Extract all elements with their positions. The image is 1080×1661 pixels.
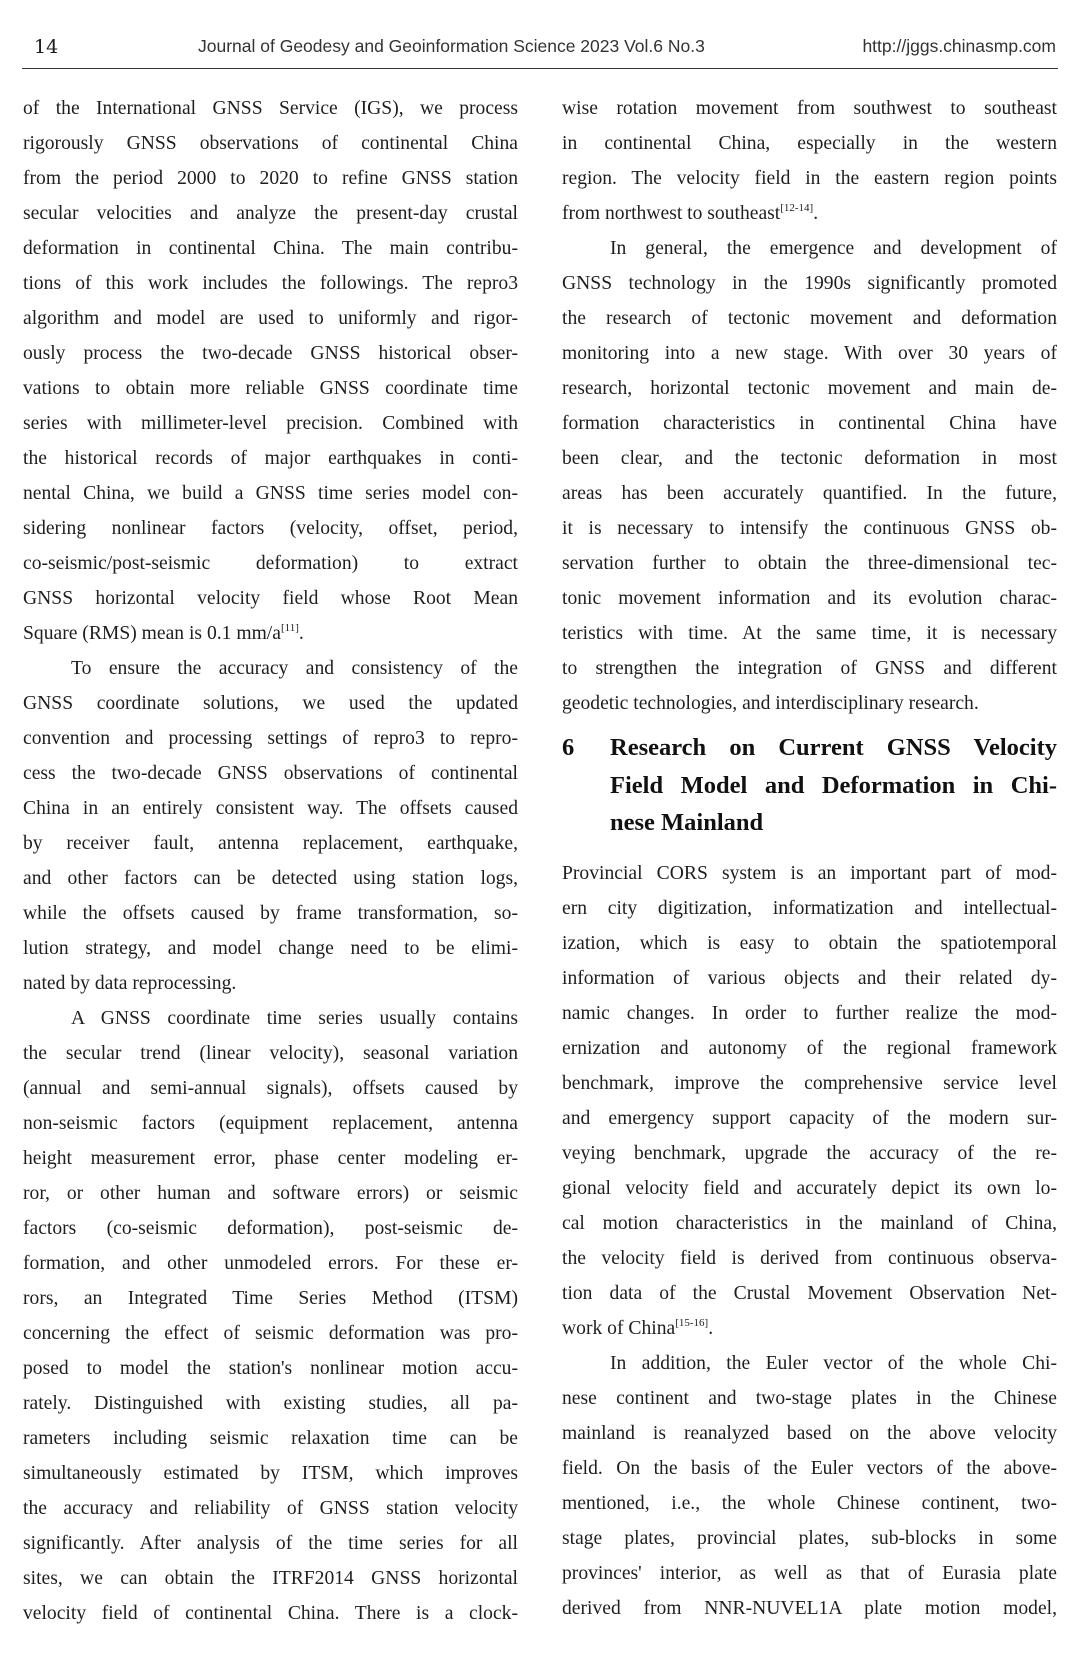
- paragraph: [23, 651, 518, 1001]
- text-line: lution strategy, and model change need to be elimi-: [23, 938, 518, 959]
- text-line: posed to model the station's nonlinear motion accu-: [23, 1358, 518, 1379]
- text-line: To ensure the accuracy and consistency of the: [71, 658, 518, 679]
- text-line: research, horizontal tectonic movement and main de-: [562, 378, 1057, 399]
- text-line: nese continent and two-stage plates in the Chinese: [562, 1387, 1057, 1409]
- text-line: tions of this work includes the followings. The repro3: [23, 273, 518, 294]
- text-line: benchmark, improve the comprehensive service level: [562, 1072, 1057, 1094]
- text-line: and other factors can be detected using station logs,: [23, 868, 518, 889]
- text-line: China in an entirely consistent way. The offsets caused: [23, 798, 518, 819]
- paragraph: [23, 91, 518, 651]
- text-line: ern city digitization, informatization and intellectual-: [562, 897, 1057, 919]
- text-line: In addition, the Euler vector of the whole Chi-: [610, 1352, 1057, 1374]
- text-line: work of China[15-16].: [562, 1316, 714, 1339]
- section-title-line: Field Model and Deformation in Chi-: [610, 771, 1057, 799]
- text-line: rameters including seismic relaxation time can be: [23, 1428, 518, 1449]
- text-line: tonic movement information and its evolution charac-: [562, 588, 1057, 609]
- text-line: the velocity field is derived from continuous observa-: [562, 1247, 1057, 1269]
- text-line: ror, or other human and software errors) or seismic: [23, 1183, 518, 1204]
- text-line: Square (RMS) mean is 0.1 mm/a[11].: [23, 622, 304, 644]
- text-line: areas has been accurately quantified. In the future,: [562, 483, 1057, 504]
- section-heading: [562, 729, 1057, 842]
- text-line: secular velocities and analyze the present-day crustal: [23, 203, 518, 224]
- journal-title: Journal of Geodesy and Geoinformation Science 2023 Vol.6 No.3: [198, 36, 705, 56]
- text-line: wise rotation movement from southwest to southeast: [562, 98, 1057, 119]
- text-line: A GNSS coordinate time series usually contains: [71, 1008, 518, 1029]
- text-line: concerning the effect of seismic deformation was pro-: [23, 1323, 518, 1344]
- text-line: monitoring into a new stage. With over 30 years of: [562, 343, 1057, 364]
- text-line: Provincial CORS system is an important part of mod-: [562, 862, 1057, 884]
- text-line: ously process the two-decade GNSS historical obser-: [23, 343, 518, 364]
- text-line: provinces' interior, as well as that of Eurasia plate: [562, 1562, 1057, 1584]
- left-column: [23, 91, 518, 1631]
- text-line: derived from NNR-NUVEL1A plate motion model,: [562, 1597, 1057, 1619]
- paragraph: [562, 1346, 1057, 1626]
- text-line: geodetic technologies, and interdisciplinary research.: [562, 693, 979, 714]
- paragraph: [562, 856, 1057, 1346]
- text-line: from the period 2000 to 2020 to refine GNSS station: [23, 168, 518, 189]
- text-line: to strengthen the integration of GNSS and different: [562, 658, 1057, 679]
- text-line: been clear, and the tectonic deformation in most: [562, 448, 1057, 469]
- page-header: [22, 30, 1058, 69]
- text-line: algorithm and model are used to uniformly and rigor-: [23, 308, 518, 329]
- section-title: [610, 729, 1057, 842]
- text-line: the accuracy and reliability of GNSS station velocity: [23, 1498, 518, 1519]
- section-title-line: nese Mainland: [610, 809, 764, 836]
- text-line: rors, an Integrated Time Series Method (ITSM): [23, 1288, 518, 1309]
- paragraph: [23, 1001, 518, 1631]
- text-line: in continental China, especially in the western: [562, 133, 1057, 154]
- text-line: non-seismic factors (equipment replacement, antenna: [23, 1113, 518, 1134]
- text-line: the secular trend (linear velocity), seasonal variation: [23, 1043, 518, 1064]
- text-line: convention and processing settings of repro3 to repro-: [23, 728, 518, 749]
- text-line: simultaneously estimated by ITSM, which improves: [23, 1463, 518, 1484]
- text-line: GNSS technology in the 1990s significantly promoted: [562, 273, 1057, 294]
- text-line: sites, we can obtain the ITRF2014 GNSS horizontal: [23, 1568, 518, 1589]
- text-line: GNSS horizontal velocity field whose Root Mean: [23, 588, 518, 609]
- text-line: nated by data reprocessing.: [23, 973, 237, 994]
- text-line: formation characteristics in continental China have: [562, 413, 1057, 434]
- citation-ref: [11]: [280, 622, 299, 634]
- text-line: gional velocity field and accurately depict its own lo-: [562, 1177, 1057, 1199]
- paragraph: [562, 91, 1057, 231]
- text-line: field. On the basis of the Euler vectors of the above-: [562, 1457, 1057, 1479]
- paragraph: [562, 231, 1057, 721]
- text-line: region. The velocity field in the eastern region points: [562, 168, 1057, 189]
- text-line: servation further to obtain the three-dimensional tec-: [562, 553, 1057, 574]
- text-line: ization, which is easy to obtain the spatiotemporal: [562, 932, 1057, 954]
- text-line: it is necessary to intensify the continuous GNSS ob-: [562, 518, 1057, 539]
- page-number: 14: [34, 36, 59, 58]
- text-line: teristics with time. At the same time, it is necessary: [562, 623, 1057, 644]
- text-line: deformation in continental China. The main contribu-: [23, 238, 518, 259]
- journal-url: http://jggs.chinasmp.com: [862, 36, 1056, 56]
- text-line: veying benchmark, upgrade the accuracy of the re-: [562, 1142, 1057, 1164]
- text-line: co-seismic/post-seismic deformation) to extract: [23, 553, 518, 574]
- text-line: namic changes. In order to further realize the mod-: [562, 1002, 1057, 1024]
- right-column: [562, 91, 1057, 1626]
- text-line: mainland is reanalyzed based on the above velocity: [562, 1422, 1057, 1444]
- text-line: cess the two-decade GNSS observations of continental: [23, 763, 518, 784]
- text-line: the historical records of major earthquakes in conti-: [23, 448, 518, 469]
- text-line: GNSS coordinate solutions, we used the updated: [23, 693, 518, 714]
- text-line: ernization and autonomy of the regional framework: [562, 1037, 1057, 1059]
- text-line: formation, and other unmodeled errors. For these er-: [23, 1253, 518, 1274]
- text-line: height measurement error, phase center modeling er-: [23, 1148, 518, 1169]
- text-line: tion data of the Crustal Movement Observation Net-: [562, 1282, 1057, 1304]
- text-line: In general, the emergence and development of: [610, 238, 1057, 259]
- text-line: velocity field of continental China. There is a clock-: [23, 1603, 518, 1624]
- text-line: series with millimeter-level precision. Combined with: [23, 413, 518, 434]
- text-line: significantly. After analysis of the time series for all: [23, 1533, 518, 1554]
- section-number: 6: [562, 734, 575, 761]
- text-line: factors (co-seismic deformation), post-seismic de-: [23, 1218, 518, 1239]
- text-line: stage plates, provincial plates, sub-blocks in some: [562, 1527, 1057, 1549]
- text-line: rately. Distinguished with existing studies, all pa-: [23, 1393, 518, 1414]
- text-line: information of various objects and their related dy-: [562, 967, 1057, 989]
- text-line: the research of tectonic movement and deformation: [562, 308, 1057, 329]
- text-line: from northwest to southeast[12-14].: [562, 202, 819, 224]
- text-line: of the International GNSS Service (IGS), we process: [23, 98, 518, 119]
- text-line: sidering nonlinear factors (velocity, offset, period,: [23, 518, 518, 539]
- text-line: cal motion characteristics in the mainland of China,: [562, 1212, 1057, 1234]
- citation-ref: [15-16]: [675, 1316, 709, 1329]
- text-line: by receiver fault, antenna replacement, earthquake,: [23, 833, 518, 854]
- text-line: while the offsets caused by frame transformation, so-: [23, 903, 518, 924]
- text-line: rigorously GNSS observations of continental China: [23, 133, 518, 154]
- text-line: vations to obtain more reliable GNSS coordinate time: [23, 378, 518, 399]
- citation-ref: [12-14]: [780, 202, 814, 214]
- text-line: and emergency support capacity of the modern sur-: [562, 1107, 1057, 1129]
- text-line: nental China, we build a GNSS time series model con-: [23, 483, 518, 504]
- text-line: mentioned, i.e., the whole Chinese continent, two-: [562, 1492, 1057, 1514]
- text-line: (annual and semi-annual signals), offsets caused by: [23, 1078, 518, 1099]
- section-title-line: Research on Current GNSS Velocity: [610, 734, 1057, 761]
